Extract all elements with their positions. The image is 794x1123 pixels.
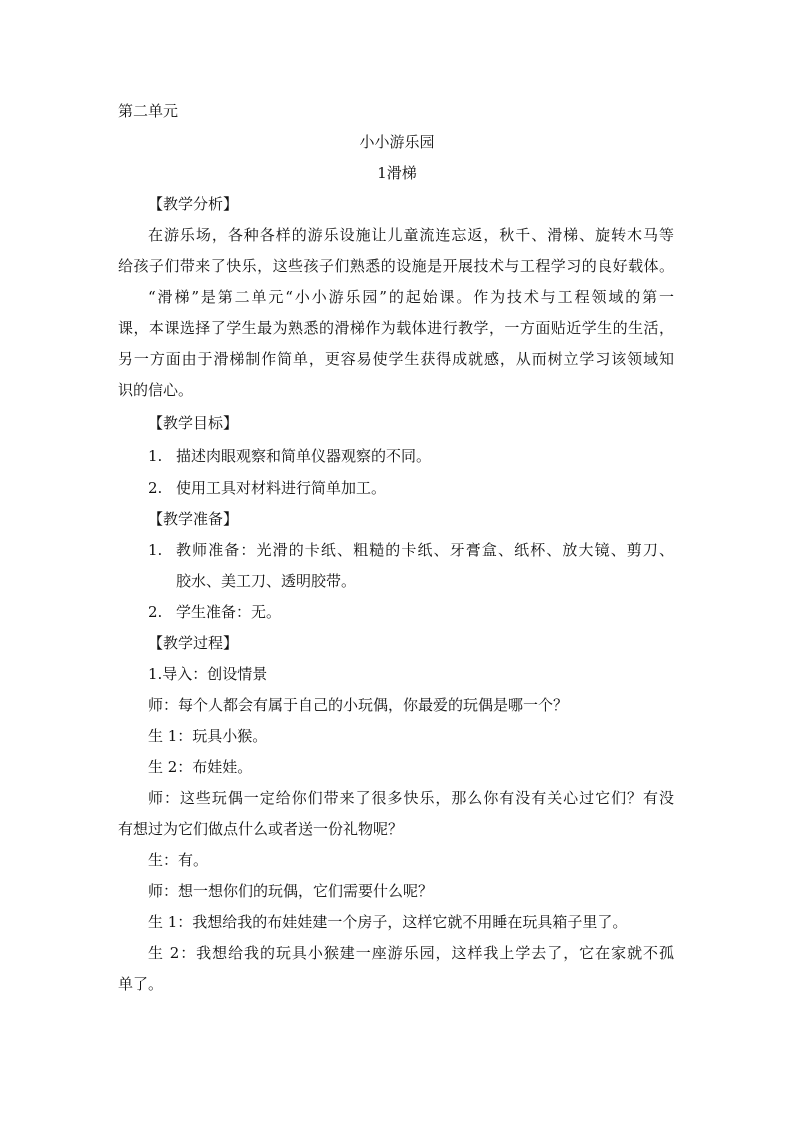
analysis-paragraph-2-line-1: “滑梯”是第二单元“小小游乐园”的起始课。作为技术与工程领域的第一 (148, 288, 674, 306)
dialogue-line-6: 师：想一想你们的玩偶，它们需要什么呢？ (148, 882, 434, 900)
goals-item-1-number: 1. (148, 447, 163, 465)
dialogue-line-4a: 师：这些玩偶一定给你们带来了很多快乐，那么你有没有关心过它们？有没 (148, 789, 674, 807)
analysis-paragraph-2-line-2: 课，本课选择了学生最为熟悉的滑梯作为载体进行教学，一方面贴近学生的生活， (118, 319, 674, 337)
dialogue-line-8b: 单了。 (118, 975, 164, 993)
prep-item-1-number: 1. (148, 541, 163, 559)
analysis-paragraph-2-line-3: 另一方面由于滑梯制作简单，更容易使学生获得成就感，从而树立学习该领域知 (118, 350, 674, 368)
process-step-1: 1.导入：创设情景 (148, 665, 268, 683)
analysis-heading: 【教学分析】 (148, 195, 239, 213)
goals-item-1: 描述肉眼观察和简单仪器观察的不同。 (176, 447, 432, 465)
prep-heading: 【教学准备】 (148, 510, 239, 528)
process-heading: 【教学过程】 (148, 634, 239, 652)
dialogue-line-4b: 有想过为它们做点什么或者送一份礼物呢？ (118, 820, 404, 838)
goals-item-2: 使用工具对材料进行简单加工。 (176, 479, 387, 497)
lesson-title: 1滑梯 (377, 164, 417, 182)
dialogue-line-2: 生 1：玩具小猴。 (148, 727, 268, 745)
prep-item-2: 学生准备：无。 (176, 603, 282, 621)
dialogue-line-1: 师：每个人都会有属于自己的小玩偶，你最爱的玩偶是哪一个？ (148, 696, 569, 714)
prep-item-1-line-1: 教师准备：光滑的卡纸、粗糙的卡纸、牙膏盒、纸杯、放大镜、剪刀、 (176, 541, 674, 559)
prep-item-2-number: 2. (148, 603, 163, 621)
analysis-paragraph-2-line-4: 识的信心。 (118, 381, 194, 399)
unit-label: 第二单元 (118, 102, 179, 120)
goals-heading: 【教学目标】 (148, 414, 239, 432)
dialogue-line-7: 生 1：我想给我的布娃娃建一个房子，这样它就不用睡在玩具箱子里了。 (148, 913, 628, 931)
dialogue-line-8a: 生 2：我想给我的玩具小猴建一座游乐园，这样我上学去了，它在家就不孤 (148, 944, 674, 962)
analysis-paragraph-1-line-1: 在游乐场，各种各样的游乐设施让儿童流连忘返，秋千、滑梯、旋转木马等 (148, 226, 674, 244)
prep-item-1-line-2: 胶水、美工刀、透明胶带。 (176, 572, 357, 590)
goals-item-2-number: 2. (148, 479, 163, 497)
page-title: 小小游乐园 (359, 133, 435, 151)
dialogue-line-5: 生：有。 (148, 851, 209, 869)
analysis-paragraph-1-line-2: 给孩子们带来了快乐，这些孩子们熟悉的设施是开展技术与工程学习的良好载体。 (118, 257, 674, 275)
dialogue-line-3: 生 2：布娃娃。 (148, 758, 253, 776)
